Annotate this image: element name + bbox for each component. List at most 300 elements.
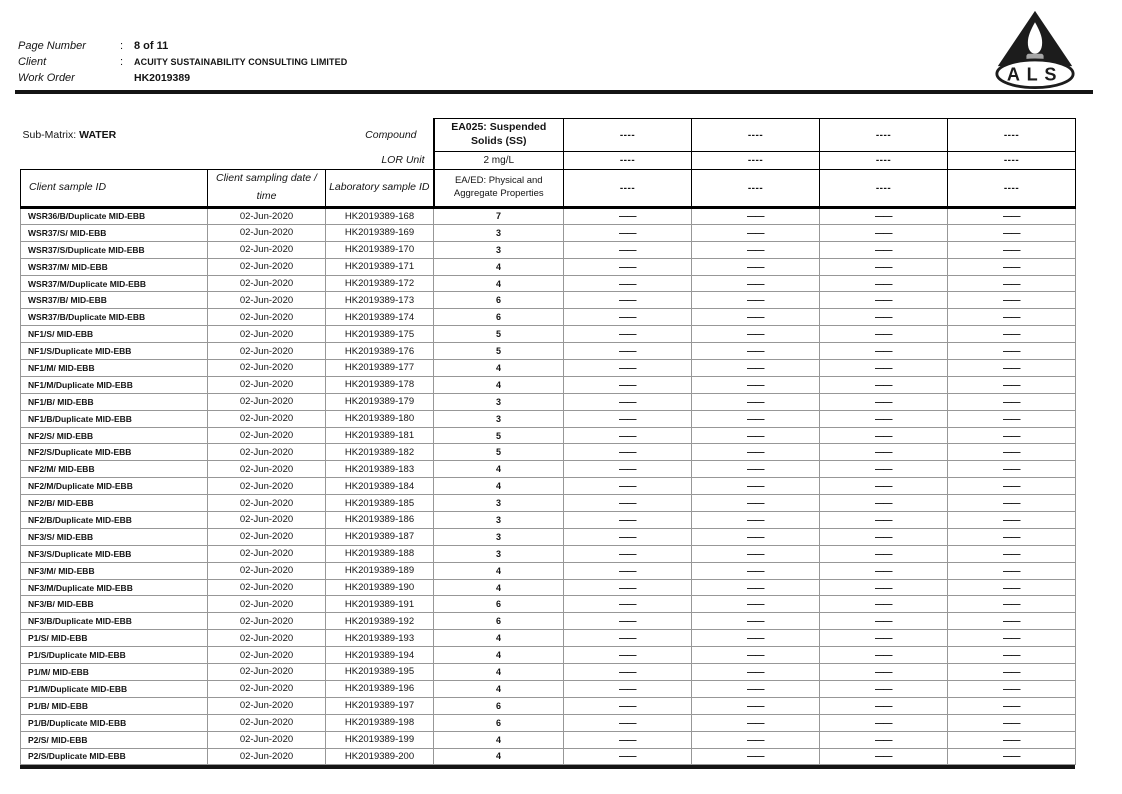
- sample-row: [21, 528, 1076, 545]
- empty-result-cell: ——: [692, 697, 820, 714]
- suspended-solids-value-cell: 4: [434, 630, 564, 647]
- lab-sample-id-cell: HK2019389-179: [326, 393, 434, 410]
- client-sample-id-cell: NF1/S/ MID-EBB: [21, 326, 208, 343]
- empty-result-cell: ——: [820, 630, 948, 647]
- sampling-date-cell: 02-Jun-2020: [208, 596, 326, 613]
- client-sample-id-cell: P1/M/Duplicate MID-EBB: [21, 680, 208, 697]
- lab-sample-id-cell: HK2019389-198: [326, 714, 434, 731]
- lab-sample-id-cell: HK2019389-200: [326, 748, 434, 765]
- empty-result-cell: ——: [692, 461, 820, 478]
- empty-result-cell: ——: [948, 258, 1076, 275]
- empty-analyte-header: ----: [692, 119, 820, 152]
- suspended-solids-value-cell: 4: [434, 647, 564, 664]
- empty-result-cell: ——: [692, 478, 820, 495]
- results-table: [20, 118, 1076, 765]
- client-sample-id-cell: P1/M/ MID-EBB: [21, 664, 208, 681]
- empty-result-cell: ——: [948, 613, 1076, 630]
- empty-result-cell: ——: [948, 495, 1076, 512]
- client-sample-id-cell: NF3/S/Duplicate MID-EBB: [21, 545, 208, 562]
- suspended-solids-value-cell: 6: [434, 697, 564, 714]
- empty-result-cell: ——: [692, 343, 820, 360]
- lab-sample-id-cell: HK2019389-174: [326, 309, 434, 326]
- empty-result-cell: ——: [820, 326, 948, 343]
- empty-lor-cell: ----: [692, 152, 820, 170]
- client-sample-id-cell: WSR37/B/ MID-EBB: [21, 292, 208, 309]
- empty-lor-cell: ----: [948, 152, 1076, 170]
- als-logo-text: ALS: [1006, 64, 1064, 85]
- suspended-solids-value-cell: 7: [434, 208, 564, 225]
- client-sample-id-cell: WSR37/B/Duplicate MID-EBB: [21, 309, 208, 326]
- empty-result-cell: ——: [564, 275, 692, 292]
- empty-lor-cell: ----: [820, 152, 948, 170]
- suspended-solids-value-cell: 4: [434, 748, 564, 765]
- empty-result-cell: ——: [692, 376, 820, 393]
- client-sample-id-column-header: Client sample ID: [21, 170, 208, 208]
- sampling-date-cell: 02-Jun-2020: [208, 343, 326, 360]
- empty-result-cell: ——: [820, 478, 948, 495]
- header-meta: [18, 40, 1122, 84]
- client-separator: :: [120, 56, 124, 68]
- empty-result-cell: ——: [820, 528, 948, 545]
- sample-row: [21, 664, 1076, 681]
- client-sample-id-cell: NF2/S/ MID-EBB: [21, 427, 208, 444]
- client-sample-id-cell: NF1/M/Duplicate MID-EBB: [21, 376, 208, 393]
- empty-method-cell: ----: [948, 170, 1076, 208]
- lab-sample-id-cell: HK2019389-190: [326, 579, 434, 596]
- empty-result-cell: ——: [820, 647, 948, 664]
- lab-sample-id-cell: HK2019389-194: [326, 647, 434, 664]
- sample-row: [21, 630, 1076, 647]
- suspended-solids-value-cell: 3: [434, 410, 564, 427]
- empty-method-cell: ----: [820, 170, 948, 208]
- lab-sample-id-cell: HK2019389-199: [326, 731, 434, 748]
- sampling-date-cell: 02-Jun-2020: [208, 258, 326, 275]
- sub-matrix-label: Sub-Matrix:: [22, 129, 77, 141]
- empty-analyte-header: ----: [564, 119, 692, 152]
- lab-sample-id-cell: HK2019389-197: [326, 697, 434, 714]
- suspended-solids-value-cell: 3: [434, 393, 564, 410]
- empty-result-cell: ——: [692, 309, 820, 326]
- sampling-date-cell: 02-Jun-2020: [208, 731, 326, 748]
- lab-sample-id-cell: HK2019389-175: [326, 326, 434, 343]
- empty-result-cell: ——: [948, 427, 1076, 444]
- sample-row: [21, 562, 1076, 579]
- sampling-date-cell: 02-Jun-2020: [208, 393, 326, 410]
- empty-lor-cell: ----: [564, 152, 692, 170]
- client-sample-id-cell: NF3/M/ MID-EBB: [21, 562, 208, 579]
- client-sample-id-cell: P1/B/ MID-EBB: [21, 697, 208, 714]
- client-sample-id-cell: NF2/M/Duplicate MID-EBB: [21, 478, 208, 495]
- empty-result-cell: ——: [948, 714, 1076, 731]
- sample-row: [21, 647, 1076, 664]
- empty-result-cell: ——: [692, 326, 820, 343]
- suspended-solids-value-cell: 4: [434, 664, 564, 681]
- empty-result-cell: ——: [820, 393, 948, 410]
- empty-result-cell: ——: [564, 680, 692, 697]
- empty-result-cell: ——: [820, 376, 948, 393]
- empty-result-cell: ——: [564, 241, 692, 258]
- empty-result-cell: ——: [820, 410, 948, 427]
- empty-result-cell: ——: [948, 275, 1076, 292]
- empty-result-cell: ——: [692, 275, 820, 292]
- empty-result-cell: ——: [820, 731, 948, 748]
- sampling-date-cell: 02-Jun-2020: [208, 664, 326, 681]
- lab-sample-id-cell: HK2019389-168: [326, 208, 434, 225]
- sampling-date-cell: 02-Jun-2020: [208, 208, 326, 225]
- empty-result-cell: ——: [692, 731, 820, 748]
- analyte-lor-unit: 2 mg/L: [434, 152, 564, 170]
- empty-result-cell: ——: [564, 495, 692, 512]
- empty-result-cell: ——: [820, 714, 948, 731]
- suspended-solids-value-cell: 4: [434, 731, 564, 748]
- compound-row-label: Compound: [365, 129, 417, 141]
- sample-row: [21, 343, 1076, 360]
- empty-result-cell: ——: [564, 613, 692, 630]
- empty-result-cell: ——: [564, 208, 692, 225]
- sample-row: [21, 596, 1076, 613]
- sampling-date-cell: 02-Jun-2020: [208, 495, 326, 512]
- empty-result-cell: ——: [948, 680, 1076, 697]
- empty-result-cell: ——: [948, 630, 1076, 647]
- empty-result-cell: ——: [820, 748, 948, 765]
- empty-result-cell: ——: [692, 241, 820, 258]
- lab-sample-id-cell: HK2019389-178: [326, 376, 434, 393]
- empty-analyte-header: ----: [820, 119, 948, 152]
- client-sample-id-cell: P2/S/ MID-EBB: [21, 731, 208, 748]
- client-sample-id-cell: NF1/M/ MID-EBB: [21, 360, 208, 377]
- empty-result-cell: ——: [564, 579, 692, 596]
- empty-result-cell: ——: [564, 343, 692, 360]
- empty-result-cell: ——: [948, 596, 1076, 613]
- empty-result-cell: ——: [564, 427, 692, 444]
- empty-result-cell: ——: [948, 512, 1076, 529]
- empty-result-cell: ——: [564, 393, 692, 410]
- sampling-date-cell: 02-Jun-2020: [208, 326, 326, 343]
- sampling-date-cell: 02-Jun-2020: [208, 309, 326, 326]
- lab-sample-id-cell: HK2019389-176: [326, 343, 434, 360]
- empty-result-cell: ——: [948, 647, 1076, 664]
- empty-result-cell: ——: [692, 444, 820, 461]
- empty-result-cell: ——: [692, 630, 820, 647]
- empty-result-cell: ——: [692, 495, 820, 512]
- sampling-date-cell: 02-Jun-2020: [208, 360, 326, 377]
- suspended-solids-value-cell: 6: [434, 613, 564, 630]
- empty-result-cell: ——: [564, 461, 692, 478]
- sample-row: [21, 208, 1076, 225]
- sampling-date-cell: 02-Jun-2020: [208, 376, 326, 393]
- empty-result-cell: ——: [948, 697, 1076, 714]
- sample-row: [21, 613, 1076, 630]
- client-sample-id-cell: NF1/B/Duplicate MID-EBB: [21, 410, 208, 427]
- client-value: ACUITY SUSTAINABILITY CONSULTING LIMITED: [134, 57, 348, 67]
- empty-result-cell: ——: [564, 528, 692, 545]
- lab-sample-id-cell: HK2019389-183: [326, 461, 434, 478]
- empty-result-cell: ——: [820, 224, 948, 241]
- empty-result-cell: ——: [692, 664, 820, 681]
- empty-result-cell: ——: [948, 461, 1076, 478]
- empty-result-cell: ——: [564, 258, 692, 275]
- sampling-date-cell: 02-Jun-2020: [208, 697, 326, 714]
- sample-row: [21, 241, 1076, 258]
- suspended-solids-value-cell: 4: [434, 461, 564, 478]
- client-sample-id-cell: WSR37/M/Duplicate MID-EBB: [21, 275, 208, 292]
- client-sample-id-cell: NF1/B/ MID-EBB: [21, 393, 208, 410]
- empty-result-cell: ——: [564, 376, 692, 393]
- sample-row: [21, 478, 1076, 495]
- lab-sample-id-cell: HK2019389-191: [326, 596, 434, 613]
- client-sample-id-cell: WSR37/S/ MID-EBB: [21, 224, 208, 241]
- lab-sample-id-cell: HK2019389-171: [326, 258, 434, 275]
- sampling-date-cell: 02-Jun-2020: [208, 748, 326, 765]
- sample-row: [21, 512, 1076, 529]
- empty-result-cell: ——: [820, 208, 948, 225]
- client-label: Client: [18, 56, 47, 68]
- lor-unit-row-label: LOR Unit: [381, 154, 425, 167]
- sampling-date-cell: 02-Jun-2020: [208, 224, 326, 241]
- sample-row: [21, 258, 1076, 275]
- empty-result-cell: ——: [564, 748, 692, 765]
- sampling-date-cell: 02-Jun-2020: [208, 613, 326, 630]
- empty-result-cell: ——: [564, 647, 692, 664]
- empty-result-cell: ——: [948, 309, 1076, 326]
- sample-row: [21, 292, 1076, 309]
- table-bottom-divider: [20, 765, 1075, 769]
- empty-result-cell: ——: [564, 664, 692, 681]
- empty-result-cell: ——: [820, 545, 948, 562]
- lab-sample-id-cell: HK2019389-177: [326, 360, 434, 377]
- empty-analyte-header: ----: [948, 119, 1076, 152]
- sampling-date-cell: 02-Jun-2020: [208, 275, 326, 292]
- suspended-solids-value-cell: 6: [434, 309, 564, 326]
- empty-result-cell: ——: [948, 664, 1076, 681]
- empty-result-cell: ——: [692, 224, 820, 241]
- header-divider: [15, 90, 1093, 94]
- empty-result-cell: ——: [692, 427, 820, 444]
- suspended-solids-value-cell: 4: [434, 579, 564, 596]
- sampling-date-cell: 02-Jun-2020: [208, 579, 326, 596]
- client-sample-id-cell: NF3/B/Duplicate MID-EBB: [21, 613, 208, 630]
- sample-row: [21, 360, 1076, 377]
- empty-result-cell: ——: [820, 495, 948, 512]
- sample-row: [21, 545, 1076, 562]
- sampling-date-cell: 02-Jun-2020: [208, 528, 326, 545]
- empty-method-cell: ----: [692, 170, 820, 208]
- lab-sample-id-cell: HK2019389-186: [326, 512, 434, 529]
- empty-result-cell: ——: [948, 562, 1076, 579]
- sample-row: [21, 697, 1076, 714]
- empty-method-cell: ----: [564, 170, 692, 208]
- column-header-row: [21, 170, 1076, 208]
- empty-result-cell: ——: [948, 478, 1076, 495]
- client-sample-id-cell: WSR37/M/ MID-EBB: [21, 258, 208, 275]
- sample-table-body: [21, 208, 1076, 765]
- sample-row: [21, 731, 1076, 748]
- empty-result-cell: ——: [948, 376, 1076, 393]
- suspended-solids-value-cell: 6: [434, 292, 564, 309]
- suspended-solids-value-cell: 6: [434, 596, 564, 613]
- suspended-solids-value-cell: 4: [434, 258, 564, 275]
- sample-row: [21, 495, 1076, 512]
- lab-sample-id-cell: HK2019389-182: [326, 444, 434, 461]
- empty-result-cell: ——: [820, 579, 948, 596]
- empty-result-cell: ——: [820, 275, 948, 292]
- empty-result-cell: ——: [564, 224, 692, 241]
- client-sample-id-cell: NF3/S/ MID-EBB: [21, 528, 208, 545]
- lab-sample-id-cell: HK2019389-189: [326, 562, 434, 579]
- suspended-solids-value-cell: 3: [434, 545, 564, 562]
- empty-result-cell: ——: [948, 528, 1076, 545]
- empty-result-cell: ——: [692, 258, 820, 275]
- sampling-date-cell: 02-Jun-2020: [208, 478, 326, 495]
- sample-row: [21, 326, 1076, 343]
- empty-result-cell: ——: [948, 731, 1076, 748]
- empty-result-cell: ——: [564, 360, 692, 377]
- sample-row: [21, 427, 1076, 444]
- empty-result-cell: ——: [692, 528, 820, 545]
- empty-result-cell: ——: [948, 748, 1076, 765]
- empty-result-cell: ——: [948, 360, 1076, 377]
- empty-result-cell: ——: [948, 208, 1076, 225]
- empty-result-cell: ——: [564, 410, 692, 427]
- sample-row: [21, 309, 1076, 326]
- lab-sample-id-cell: HK2019389-169: [326, 224, 434, 241]
- empty-result-cell: ——: [948, 545, 1076, 562]
- empty-result-cell: ——: [948, 343, 1076, 360]
- suspended-solids-value-cell: 3: [434, 495, 564, 512]
- empty-result-cell: ——: [820, 664, 948, 681]
- empty-result-cell: ——: [692, 562, 820, 579]
- page-number-value: 8 of 11: [134, 40, 169, 52]
- suspended-solids-value-cell: 5: [434, 427, 564, 444]
- lab-sample-id-cell: HK2019389-195: [326, 664, 434, 681]
- empty-result-cell: ——: [564, 309, 692, 326]
- lab-sample-id-cell: HK2019389-170: [326, 241, 434, 258]
- client-sample-id-cell: NF2/B/ MID-EBB: [21, 495, 208, 512]
- suspended-solids-value-cell: 3: [434, 528, 564, 545]
- empty-result-cell: ——: [692, 292, 820, 309]
- empty-result-cell: ——: [948, 292, 1076, 309]
- sample-row: [21, 376, 1076, 393]
- sample-row: [21, 714, 1076, 731]
- empty-result-cell: ——: [564, 697, 692, 714]
- lab-sample-id-cell: HK2019389-187: [326, 528, 434, 545]
- empty-result-cell: ——: [692, 393, 820, 410]
- sample-row: [21, 461, 1076, 478]
- empty-result-cell: ——: [564, 545, 692, 562]
- empty-result-cell: ——: [820, 613, 948, 630]
- suspended-solids-value-cell: 5: [434, 326, 564, 343]
- empty-result-cell: ——: [564, 326, 692, 343]
- analyte-method-group: EA/ED: Physical and Aggregate Properties: [434, 170, 564, 208]
- empty-result-cell: ——: [692, 208, 820, 225]
- empty-result-cell: ——: [692, 512, 820, 529]
- sampling-date-cell: 02-Jun-2020: [208, 647, 326, 664]
- lab-sample-id-cell: HK2019389-193: [326, 630, 434, 647]
- lab-sample-id-cell: HK2019389-184: [326, 478, 434, 495]
- empty-result-cell: ——: [564, 714, 692, 731]
- sample-row: [21, 410, 1076, 427]
- empty-result-cell: ——: [564, 630, 692, 647]
- empty-result-cell: ——: [692, 647, 820, 664]
- lab-sample-id-column-header: Laboratory sample ID: [326, 170, 434, 208]
- lab-sample-id-cell: HK2019389-181: [326, 427, 434, 444]
- empty-result-cell: ——: [692, 410, 820, 427]
- suspended-solids-value-cell: 5: [434, 343, 564, 360]
- empty-result-cell: ——: [692, 714, 820, 731]
- lor-unit-row: [21, 152, 1076, 170]
- empty-result-cell: ——: [820, 512, 948, 529]
- client-sample-id-cell: WSR37/S/Duplicate MID-EBB: [21, 241, 208, 258]
- client-sample-id-cell: P2/S/Duplicate MID-EBB: [21, 748, 208, 765]
- empty-result-cell: ——: [948, 224, 1076, 241]
- sample-row: [21, 393, 1076, 410]
- work-order-label: Work Order: [18, 72, 75, 84]
- empty-result-cell: ——: [820, 562, 948, 579]
- sampling-date-column-header: Client sampling date / time: [208, 170, 326, 208]
- empty-result-cell: ——: [564, 478, 692, 495]
- results-table-wrap: [20, 118, 1076, 769]
- suspended-solids-value-cell: 4: [434, 376, 564, 393]
- sample-row: [21, 579, 1076, 596]
- empty-result-cell: ——: [564, 512, 692, 529]
- empty-result-cell: ——: [820, 697, 948, 714]
- empty-result-cell: ——: [820, 360, 948, 377]
- work-order-value: HK2019389: [134, 72, 191, 84]
- sample-row: [21, 224, 1076, 241]
- sampling-date-cell: 02-Jun-2020: [208, 714, 326, 731]
- lab-sample-id-cell: HK2019389-185: [326, 495, 434, 512]
- empty-result-cell: ——: [948, 393, 1076, 410]
- empty-result-cell: ——: [692, 545, 820, 562]
- sample-row: [21, 275, 1076, 292]
- empty-result-cell: ——: [948, 241, 1076, 258]
- client-sample-id-cell: P1/S/ MID-EBB: [21, 630, 208, 647]
- lab-sample-id-cell: HK2019389-196: [326, 680, 434, 697]
- empty-result-cell: ——: [692, 596, 820, 613]
- page-number-separator: :: [120, 40, 124, 52]
- suspended-solids-value-cell: 3: [434, 512, 564, 529]
- sub-matrix-value: WATER: [79, 129, 117, 141]
- sampling-date-cell: 02-Jun-2020: [208, 241, 326, 258]
- empty-result-cell: ——: [692, 360, 820, 377]
- client-sample-id-cell: P1/S/Duplicate MID-EBB: [21, 647, 208, 664]
- empty-result-cell: ——: [820, 680, 948, 697]
- empty-result-cell: ——: [564, 292, 692, 309]
- page-header: [0, 0, 1122, 90]
- client-sample-id-cell: NF2/M/ MID-EBB: [21, 461, 208, 478]
- client-sample-id-cell: NF3/M/Duplicate MID-EBB: [21, 579, 208, 596]
- suspended-solids-value-cell: 5: [434, 444, 564, 461]
- sampling-date-cell: 02-Jun-2020: [208, 410, 326, 427]
- suspended-solids-value-cell: 4: [434, 478, 564, 495]
- empty-result-cell: ——: [564, 596, 692, 613]
- empty-result-cell: ——: [948, 444, 1076, 461]
- empty-result-cell: ——: [692, 579, 820, 596]
- sample-row: [21, 748, 1076, 765]
- empty-result-cell: ——: [820, 343, 948, 360]
- empty-result-cell: ——: [820, 241, 948, 258]
- als-logo-icon: [984, 8, 1086, 90]
- client-sample-id-cell: NF3/B/ MID-EBB: [21, 596, 208, 613]
- analyte-compound-header: EA025: Suspended Solids (SS): [434, 119, 564, 152]
- client-sample-id-cell: NF2/B/Duplicate MID-EBB: [21, 512, 208, 529]
- sampling-date-cell: 02-Jun-2020: [208, 292, 326, 309]
- sample-row: [21, 444, 1076, 461]
- empty-result-cell: ——: [948, 326, 1076, 343]
- empty-result-cell: ——: [820, 258, 948, 275]
- empty-result-cell: ——: [564, 562, 692, 579]
- als-logo: [984, 8, 1086, 90]
